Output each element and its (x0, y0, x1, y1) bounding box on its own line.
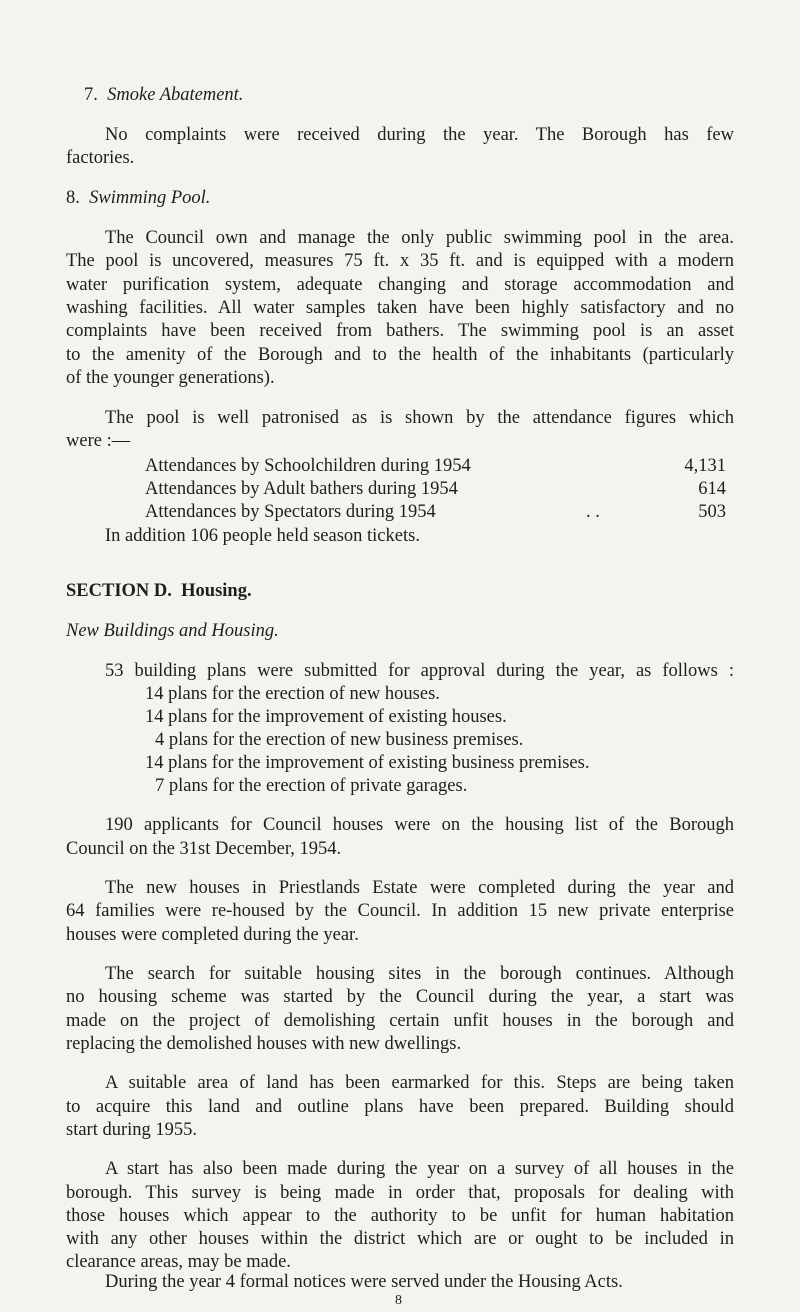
page-number: 8 (395, 1293, 402, 1308)
section-label: SECTION D. (66, 581, 172, 601)
search-paragraph-line: no housing scheme was started by the Council during the year, a start was (66, 987, 734, 1007)
pool-paragraph-line: The Council own and manage the only public swimming pool in the area. (105, 228, 734, 248)
priestlands-paragraph-line: The new houses in Priestlands Estate were completed during the year and (105, 878, 734, 898)
pool-heading-number: 8. (66, 188, 80, 208)
attendance-value: 503 (698, 502, 726, 522)
pool-heading-title: Swimming Pool. (89, 188, 211, 208)
plans-list-item: 14 plans for the improvement of existing business premises. (145, 753, 590, 773)
pool-paragraph-line: The pool is well patronised as is shown by the attendance figures which (105, 408, 734, 428)
survey-paragraph-line: A start has also been made during the year on a survey of all houses in the (105, 1159, 734, 1179)
housing-subheading: New Buildings and Housing. (66, 621, 279, 641)
plans-list-item: 14 plans for the improvement of existing houses. (145, 707, 507, 727)
pool-paragraph-line: of the younger generations). (66, 368, 275, 388)
plans-intro: 53 building plans were submitted for approval during the year, as follows : (105, 661, 734, 681)
pool-paragraph-line: water purification system, adequate changing and storage accommodation and (66, 275, 734, 295)
section-title: Housing. (181, 581, 252, 601)
attendance-value: 4,131 (684, 456, 726, 476)
season-tickets-line: In addition 106 people held season tickets. (105, 526, 420, 546)
pool-paragraph-line: The pool is uncovered, measures 75 ft. x 35 ft. and is equipped with a modern (66, 251, 734, 271)
smoke-paragraph-line: factories. (66, 148, 135, 168)
smoke-heading-number: 7. (84, 85, 98, 105)
area-paragraph-line: A suitable area of land has been earmarked for this. Steps are being taken (105, 1073, 734, 1093)
search-paragraph-line: replacing the demolished houses with new dwellings. (66, 1034, 462, 1054)
attendance-leader-dots: . . (586, 502, 600, 522)
applicants-paragraph-line: Council on the 31st December, 1954. (66, 839, 342, 859)
survey-paragraph-line: those houses which appear to the authority to be unfit for human habitation (66, 1206, 734, 1226)
survey-paragraph-line: with any other houses within the district which are or ought to be included in (66, 1229, 734, 1249)
plans-list-item: 4 plans for the erection of new business premises. (155, 730, 524, 750)
pool-heading (66, 187, 210, 209)
plans-list-item: 7 plans for the erection of private garages. (155, 776, 468, 796)
attendance-label: Attendances by Spectators during 1954 (145, 502, 436, 522)
priestlands-paragraph-line: houses were completed during the year. (66, 925, 359, 945)
pool-paragraph-line: washing facilities. All water samples taken have been highly satisfactory and no (66, 298, 734, 318)
survey-paragraph-line: borough. This survey is being made in order that, proposals for dealing with (66, 1183, 734, 1203)
applicants-paragraph-line: 190 applicants for Council houses were on the housing list of the Borough (105, 815, 734, 835)
area-paragraph-line: start during 1955. (66, 1120, 198, 1140)
section-heading (66, 580, 252, 602)
pool-paragraph-line: to the amenity of the Borough and to the health of the inhabitants (particularly (66, 345, 734, 365)
priestlands-paragraph-line: 64 families were re-housed by the Council. In addition 15 new private enterprise (66, 901, 734, 921)
plans-list-item: 14 plans for the erection of new houses. (145, 684, 440, 704)
attendance-value: 614 (698, 479, 726, 499)
pool-paragraph-line: were :— (66, 431, 131, 451)
smoke-paragraph-line: No complaints were received during the year. The Borough has few (105, 125, 734, 145)
survey-paragraph-line: clearance areas, may be made. (66, 1252, 291, 1272)
pool-paragraph-line: complaints have been received from bathers. The swimming pool is an asset (66, 321, 734, 341)
notices-line: During the year 4 formal notices were served under the Housing Acts. (105, 1272, 623, 1292)
attendance-label: Attendances by Schoolchildren during 1954 (145, 456, 471, 476)
area-paragraph-line: to acquire this land and outline plans have been prepared. Building should (66, 1097, 734, 1117)
attendance-label: Attendances by Adult bathers during 1954 (145, 479, 458, 499)
smoke-heading-title: Smoke Abatement. (107, 85, 244, 105)
smoke-heading (84, 84, 243, 106)
search-paragraph-line: made on the project of demolishing certain unfit houses in the borough and (66, 1011, 734, 1031)
search-paragraph-line: The search for suitable housing sites in the borough continues. Although (105, 964, 734, 984)
